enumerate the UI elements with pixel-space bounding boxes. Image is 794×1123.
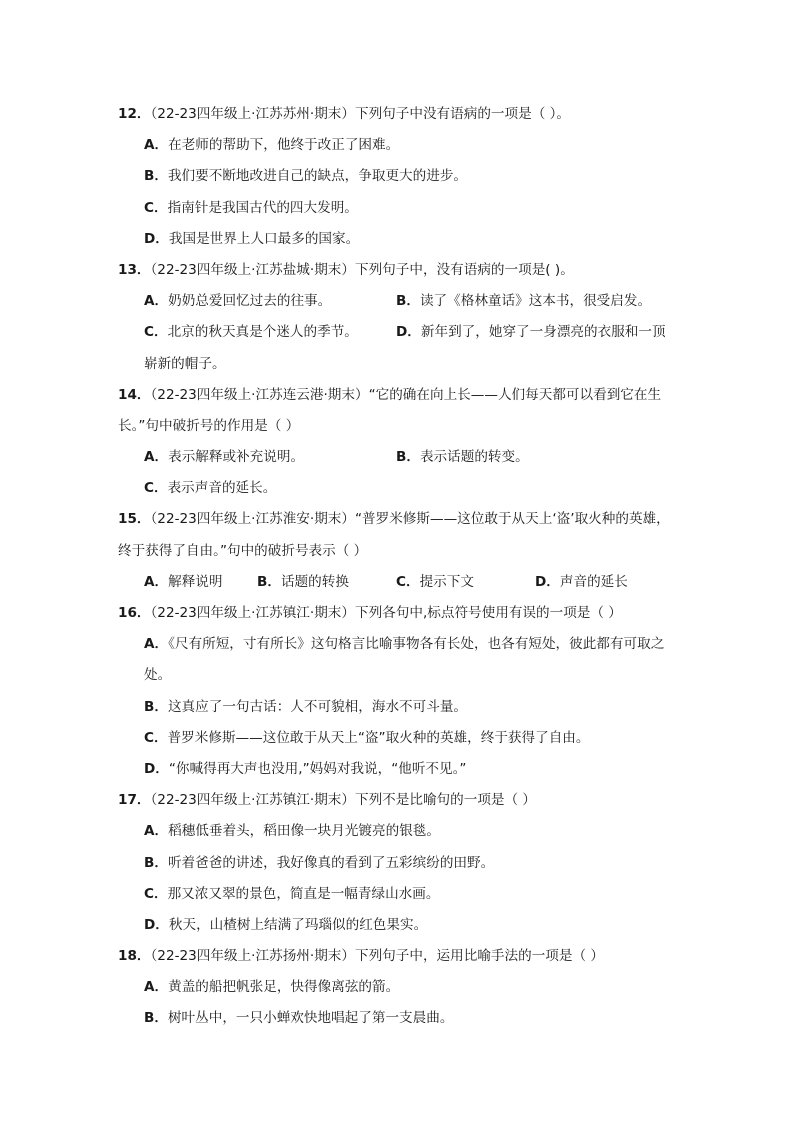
question-13-option-d-continuation: 崭新的帽子。	[144, 355, 226, 372]
question-text: （22-23四年级上·江苏苏州·期末）下列句子中没有语病的一项是（ ）。	[150, 106, 571, 122]
question-number: 12．	[118, 106, 151, 122]
question-17-option-d: D．秋天，山楂树上结满了玛瑙似的红色果实。	[144, 916, 428, 933]
question-15-option-a: A．解释说明	[144, 573, 223, 590]
question-16-stem	[118, 598, 682, 629]
question-text: （22-23四年级上·江苏镇江·期末）下列各句中,标点符号使用有误的一项是（ ）	[150, 605, 622, 621]
question-13-option-b: B．读了《格林童话》这本书，很受启发。	[396, 293, 652, 310]
question-12-stem	[118, 99, 682, 130]
question-15-options-row	[118, 567, 682, 598]
question-number: 14．	[118, 386, 151, 403]
question-17-option-c: C．那又浓又翠的景色，简直是一幅青绿山水画。	[144, 885, 440, 902]
question-16-option-b: B．这真应了一句古话：人不可貌相，海水不可斗量。	[144, 698, 468, 715]
question-number: 16．	[118, 605, 151, 621]
question-15-stem	[118, 504, 682, 535]
question-14-stem	[118, 380, 682, 411]
question-list	[118, 99, 682, 1035]
question-number: 13．	[118, 261, 151, 278]
question-16-option-a: A．《尺有所短，寸有所长》这句格言比喻事物各有长处，也各有短处，彼此都有可取之	[144, 636, 665, 653]
question-12-option-b: B．我们要不断地改进自己的缺点，争取更大的进步。	[144, 168, 468, 185]
question-13-option-c: C．北京的秋天真是个迷人的季节。	[144, 324, 358, 341]
question-14-option-c: C．表示声音的延长。	[144, 480, 277, 497]
question-14-stem-continuation: 长。”句中破折号的作用是（ ）	[118, 417, 300, 434]
question-17-option-a: A．稻穗低垂着头，稻田像一块月光镀亮的银毯。	[144, 823, 440, 840]
question-text: （22-23四年级上·江苏连云港·期末）“它的确在向上长——人们每天都可以看到它在生	[150, 386, 662, 403]
question-15-stem-continuation: 终于获得了自由。”句中的破折号表示（ ）	[118, 542, 368, 559]
question-15-option-b: B．话题的转换	[257, 573, 349, 590]
question-12-option-d: D．我国是世界上人口最多的国家。	[144, 230, 360, 247]
question-13-option-a: A．奶奶总爱回忆过去的往事。	[144, 293, 332, 310]
question-13-stem	[118, 255, 682, 286]
question-text: （22-23四年级上·江苏盐城·期末）下列句子中，没有语病的一项是( )。	[150, 261, 574, 278]
question-text: （22-23四年级上·江苏淮安·期末）“普罗米修斯——这位敢于从天上‘盗’取火种的英雄，	[150, 511, 670, 528]
question-13-option-d: D．新年到了，她穿了一身漂亮的衣服和一顶	[396, 324, 666, 341]
question-17-option-b: B．听着爸爸的讲述，我好像真的看到了五彩缤纷的田野。	[144, 854, 495, 871]
question-13-options-row-2	[118, 317, 682, 348]
question-number: 18．	[118, 948, 151, 965]
question-text: （22-23四年级上·江苏扬州·期末）下列句子中，运用比喻手法的一项是（ ）	[150, 948, 604, 965]
question-17-stem	[118, 785, 682, 816]
question-18-option-a: A．黄盖的船把帆张足，快得像离弦的箭。	[144, 979, 400, 996]
question-15-option-d: D．声音的延长	[535, 573, 628, 590]
question-16-option-a-continuation: 处。	[144, 667, 172, 684]
question-number: 15．	[118, 511, 151, 528]
question-16-option-d: D．“你喊得再大声也没用,”妈妈对我说，“他听不见。”	[144, 760, 467, 777]
question-12-option-c: C．指南针是我国古代的四大发明。	[144, 199, 358, 216]
question-18-option-b: B．树叶丛中，一只小蝉欢快地唱起了第一支晨曲。	[144, 1010, 454, 1027]
question-14-option-a: A．表示解释或补充说明。	[144, 449, 305, 466]
question-12-option-a: A．在老师的帮助下，他终于改正了困难。	[144, 137, 400, 154]
question-16-option-c: C．普罗米修斯——这位敢于从天上“盗”取火种的英雄，终于获得了自由。	[144, 729, 590, 746]
question-text: （22-23四年级上·江苏镇江·期末）下列不是比喻句的一项是（ ）	[150, 792, 537, 809]
question-13-options-row-1	[118, 286, 682, 317]
question-18-stem	[118, 941, 682, 972]
question-14-option-b: B．表示话题的转变。	[396, 449, 529, 466]
question-15-option-c: C．提示下文	[396, 573, 474, 590]
question-number: 17．	[118, 792, 151, 809]
question-14-options-row-1	[118, 442, 682, 473]
